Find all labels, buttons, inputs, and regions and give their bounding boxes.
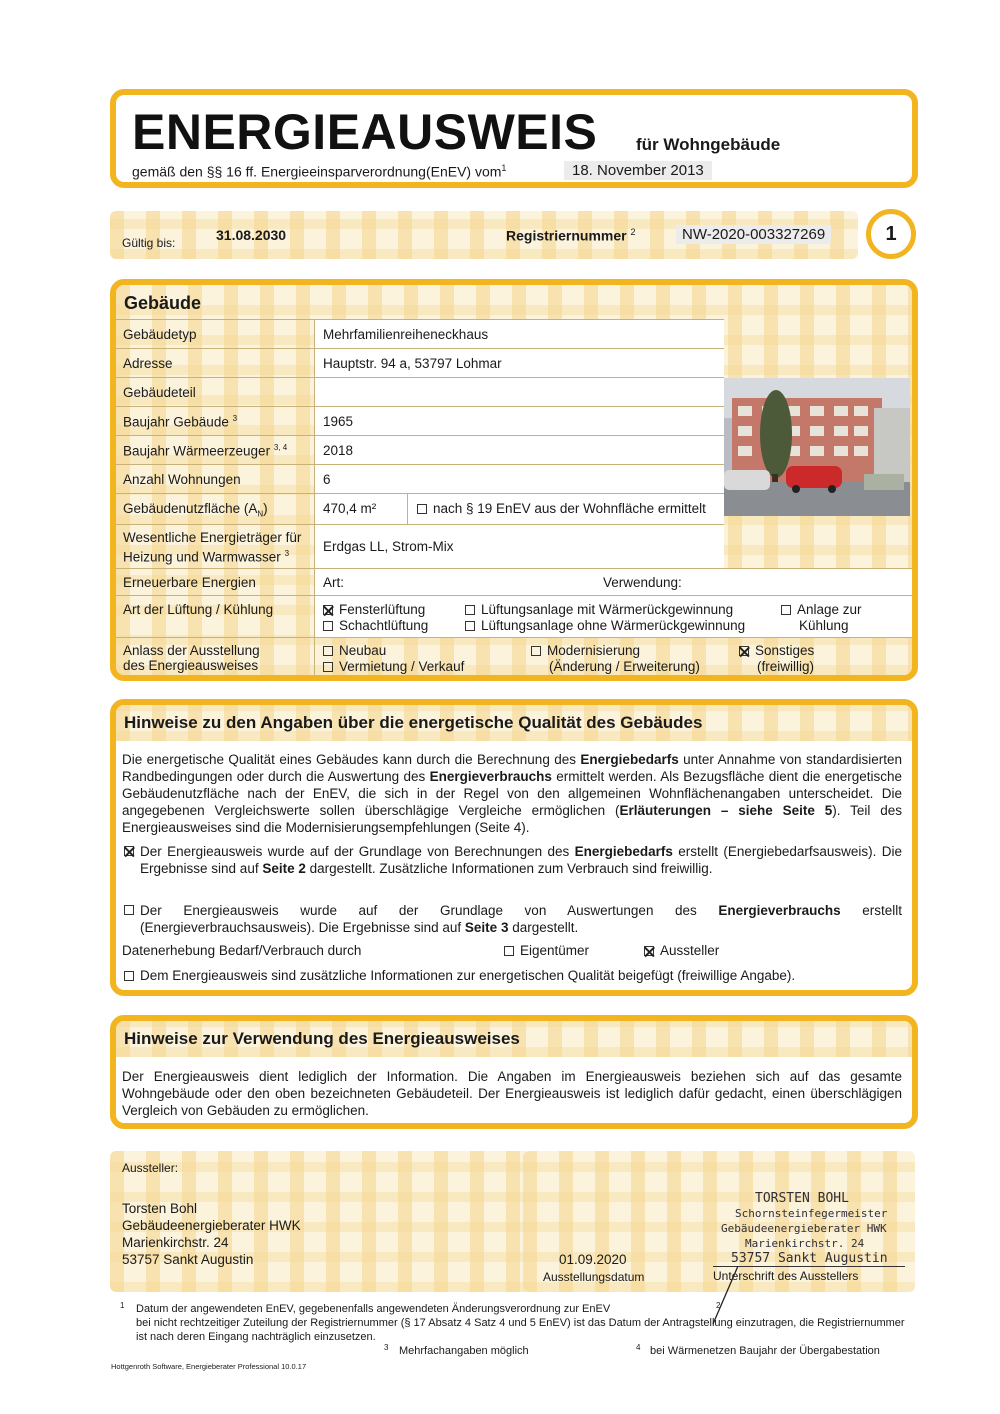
issuer-box xyxy=(110,1151,530,1292)
document-title: ENERGIEAUSWEIS xyxy=(132,104,598,160)
row-value-cell xyxy=(314,525,724,568)
issuer-street: Marienkirchstr. 24 xyxy=(122,1235,229,1250)
ventilation-without-recovery: Lüftungsanlage ohne Wärmerückgewinnung xyxy=(465,618,745,633)
stamp-line: 53757 Sankt Augustin xyxy=(731,1251,888,1266)
law-date: 18. November 2013 xyxy=(564,161,712,180)
usage-notes-header xyxy=(116,1021,912,1057)
demand-option xyxy=(122,843,902,877)
issuer-label: Aussteller: xyxy=(122,1161,179,1175)
valid-until-value: 31.08.2030 xyxy=(216,227,287,243)
area-option: nach § 19 EnEV aus der Wohnfläche ermittelt xyxy=(417,501,706,516)
quality-notes-intro: Die energetische Qualität eines Gebäudes kann durch die Berechnung des Energiebedarfs unter Annahme von standardisierten Randbedingungen oder durch die Auswertung des Energieverbrauchs ermittelt werden. Als Bezugsfläche dient die energetische Gebäudenutzfläche nach der EnEV, die sich in der Regel von den allgemeinen Wohnflächenangaben unterscheidet. Die angegebenen Vergleichswerte sollen überschlägige Vergleiche ermöglichen (Erläuterungen – siehe Seite 5). Teil des Energieausweises sind die Modernisierungsempfehlungen (Seite 4). xyxy=(122,752,903,835)
issuer-checkbox[interactable] xyxy=(644,946,654,956)
law-text: gemäß den §§ 16 ff. Energieeinsparverordnung(EnEV) vom xyxy=(132,163,502,180)
apartments-value: 6 xyxy=(323,472,331,487)
extra-info-checkbox[interactable] xyxy=(124,971,134,981)
usage-notes-text: Der Energieausweis dient lediglich der Information. Die Angaben im Energieausweis beziehen sich auf das gesamte Wohngebäude oder den oben bezeichneten Gebäudeteil. Der Energieausweis ist lediglich dafür gedacht, einen überschlägigen Vergleich von Gebäuden zu ermöglichen. xyxy=(122,1069,902,1118)
registration-number: NW-2020-003327269 xyxy=(676,225,831,244)
with-recovery-checkbox[interactable] xyxy=(465,605,475,615)
quality-notes-header xyxy=(116,705,912,741)
issue-date-label: Ausstellungsdatum xyxy=(543,1270,645,1284)
reason-other: Sonstiges xyxy=(739,643,814,658)
consumption-text: Der Energieausweis wurde auf der Grundlage von Auswertungen des Energieverbrauchs erstellt (Energieverbrauchsausweis). Die Ergebnisse sind auf Seite 3 dargestellt. xyxy=(140,903,903,935)
reason-new: Neubau xyxy=(323,643,386,658)
renewable-type-label: Art: xyxy=(323,575,345,590)
table-row xyxy=(116,595,912,637)
usage-notes-section xyxy=(110,1015,918,1129)
row-value-cell xyxy=(314,638,912,675)
building-photo xyxy=(724,378,910,516)
stamp-line: Gebäudeenergieberater HWK xyxy=(721,1222,887,1235)
registration-label xyxy=(506,227,636,244)
renewable-use-label: Verwendung: xyxy=(603,575,682,590)
table-row xyxy=(116,377,724,406)
row-label: Erneuerbare Energien xyxy=(123,575,256,590)
table-row xyxy=(116,406,724,435)
issuer-role: Gebäudeenergieberater HWK xyxy=(122,1218,301,1233)
table-row xyxy=(116,319,724,348)
document-subtitle: für Wohngebäude xyxy=(636,135,781,154)
footnotes: 1 Datum der angewendeten EnEV, gegebenenfalls angewendeten Änderungsverordnung zur EnEV 2 bei nicht rechtzeitiger Zuteilung der Registriernummer (§ 17 Absatz 4 Satz 4 und 5 EnEV) ist das Datum der Antragstellung einzutragen, die Registriernummer ist nach deren Eingang nachträglich einzusetzen. 3 Mehrfachangaben möglich 4 bei Wärmenetzen Baujahr der Übergabestation xyxy=(120,1302,910,1358)
shaft-vent-checkbox[interactable] xyxy=(323,621,333,631)
other-reason-checkbox[interactable] xyxy=(739,646,749,656)
header-box xyxy=(110,89,918,188)
reason-rent: Vermietung / Verkauf xyxy=(323,659,464,674)
row-label: Baujahr Wärmeerzeuger $^{3, 4}$ xyxy=(123,443,288,459)
reason-modernisation: Modernisierung xyxy=(531,643,640,658)
ventilation-with-recovery: Lüftungsanlage mit Wärmerückgewinnung xyxy=(465,602,733,617)
data-owner-option: Eigentümer xyxy=(504,943,589,958)
consumption-checkbox[interactable] xyxy=(124,905,134,915)
cooling-option-line2: Kühlung xyxy=(799,618,849,633)
issuer-city: 53757 Sankt Augustin xyxy=(122,1252,254,1267)
row-value-cell xyxy=(314,378,724,406)
validity-bar xyxy=(110,211,858,259)
area-divider xyxy=(407,494,408,524)
ventilation-window: Fensterlüftung xyxy=(323,602,425,617)
valid-until-label: Gültig bis: xyxy=(122,236,176,250)
building-type-value: Mehrfamilienreiheneckhaus xyxy=(323,327,489,342)
area-value: 470,4 m² xyxy=(323,501,377,516)
quality-notes-section xyxy=(110,699,918,996)
table-row xyxy=(116,637,912,675)
row-label: Art der Lüftung / Kühlung xyxy=(123,602,274,617)
signature-label: Unterschrift des Ausstellers xyxy=(713,1269,859,1283)
without-recovery-checkbox[interactable] xyxy=(465,621,475,631)
new-building-checkbox[interactable] xyxy=(323,646,333,656)
registration-footnote: 2 xyxy=(630,227,636,237)
signature-box xyxy=(523,1151,915,1292)
row-label: Gebäudetyp xyxy=(123,327,197,342)
cooling-option: Anlage zur xyxy=(781,602,862,617)
reason-modernisation-line2: (Änderung / Erweiterung) xyxy=(549,659,700,674)
row-label: Baujahr Gebäude $^3$ xyxy=(123,414,238,430)
stamp-line: Schornsteinfegermeister xyxy=(735,1207,888,1220)
row-value-cell xyxy=(314,569,912,595)
issue-date: 01.09.2020 xyxy=(559,1252,627,1267)
energy-carrier-value: Erdgas LL, Strom-Mix xyxy=(323,539,454,554)
stamp-line: Marienkirchstr. 24 xyxy=(745,1237,865,1250)
page-number-badge: 1 xyxy=(866,209,916,259)
table-row xyxy=(116,493,724,524)
reason-other-line2: (freiwillig) xyxy=(757,659,814,674)
row-value-cell xyxy=(314,465,724,493)
modernisation-checkbox[interactable] xyxy=(531,646,541,656)
demand-text: Der Energieausweis wurde auf der Grundlage von Berechnungen des Energiebedarfs erstellt (Energiebedarfsausweis). Die Ergebnisse sind auf Seite 2 dargestellt. Zusätzliche Informationen zum Verbrauch sind freiwillig. xyxy=(140,844,902,876)
row-value-cell xyxy=(314,407,724,435)
row-label: Anzahl Wohnungen xyxy=(123,472,241,487)
row-label: Gebäudeteil xyxy=(123,385,196,400)
stamp-line: TORSTEN BOHL xyxy=(755,1191,849,1206)
ventilation-shaft: Schachtlüftung xyxy=(323,618,428,633)
cooling-checkbox[interactable] xyxy=(781,605,791,615)
footnote-4: bei Wärmenetzen Baujahr der Übergabestation xyxy=(650,1345,880,1357)
row-label: Anlass der Ausstellung des Energieausweises xyxy=(123,643,260,673)
row-value-cell xyxy=(314,349,724,377)
address-value: Hauptstr. 94 a, 53797 Lohmar xyxy=(323,356,502,371)
table-row xyxy=(116,348,724,377)
footnote-2: bei nicht rechtzeitiger Zuteilung der Registriernummer (§ 17 Absatz 4 Satz 4 und 5 EnEV) ist das Datum der Antragstellung einzutragen, die Registriernummer ist nach deren Eingang nachträglich einzusetzen. xyxy=(136,1317,905,1343)
row-value-cell xyxy=(314,320,724,348)
law-footnote: 1 xyxy=(501,163,507,173)
area-checkbox[interactable] xyxy=(417,504,427,514)
table-row xyxy=(116,568,912,595)
footnote-3: Mehrfachangaben möglich xyxy=(399,1345,529,1357)
building-photo-image xyxy=(724,378,910,516)
software-credit: Hottgenroth Software, Energieberater Professional 10.0.17 xyxy=(111,1362,307,1371)
data-collection-label: Datenerhebung Bedarf/Verbrauch durch xyxy=(122,943,362,958)
window-vent-checkbox[interactable] xyxy=(323,605,333,615)
table-row xyxy=(116,435,724,464)
row-label: Wesentliche Energieträger für Heizung und Warmwasser $^3$ xyxy=(123,530,302,565)
demand-checkbox[interactable] xyxy=(124,846,134,856)
rent-sale-checkbox[interactable] xyxy=(323,662,333,672)
footnote-1: Datum der angewendeten EnEV, gegebenenfalls angewendeten Änderungsverordnung zur EnEV xyxy=(136,1303,611,1315)
issuer-stamp xyxy=(713,1191,888,1266)
row-value-cell xyxy=(314,596,912,637)
law-reference xyxy=(132,163,506,180)
row-value-cell xyxy=(314,436,724,464)
table-row xyxy=(116,524,724,568)
quality-notes-title: Hinweise zu den Angaben über die energetische Qualität des Gebäudes xyxy=(124,713,703,732)
building-title: Gebäude xyxy=(124,293,202,313)
heater-year-value: 2018 xyxy=(323,443,354,458)
owner-checkbox[interactable] xyxy=(504,946,514,956)
consumption-option xyxy=(122,902,902,936)
extra-info-option: Dem Energieausweis sind zusätzliche Informationen zur energetischen Qualität beigefügt (freiwillige Angabe). xyxy=(124,968,795,983)
row-value-cell xyxy=(314,494,724,524)
issuer-name: Torsten Bohl xyxy=(122,1201,198,1216)
registration-label-text: Registriernummer xyxy=(506,227,627,244)
construction-year-value: 1965 xyxy=(323,414,354,429)
row-label: Adresse xyxy=(123,356,173,371)
row-label: Gebäudenutzfläche $(A_N)$ xyxy=(123,501,268,519)
usage-notes-title: Hinweise zur Verwendung des Energieausweises xyxy=(124,1029,520,1048)
data-issuer-option: Aussteller xyxy=(644,943,719,958)
table-row xyxy=(116,464,724,493)
building-section xyxy=(110,279,918,681)
